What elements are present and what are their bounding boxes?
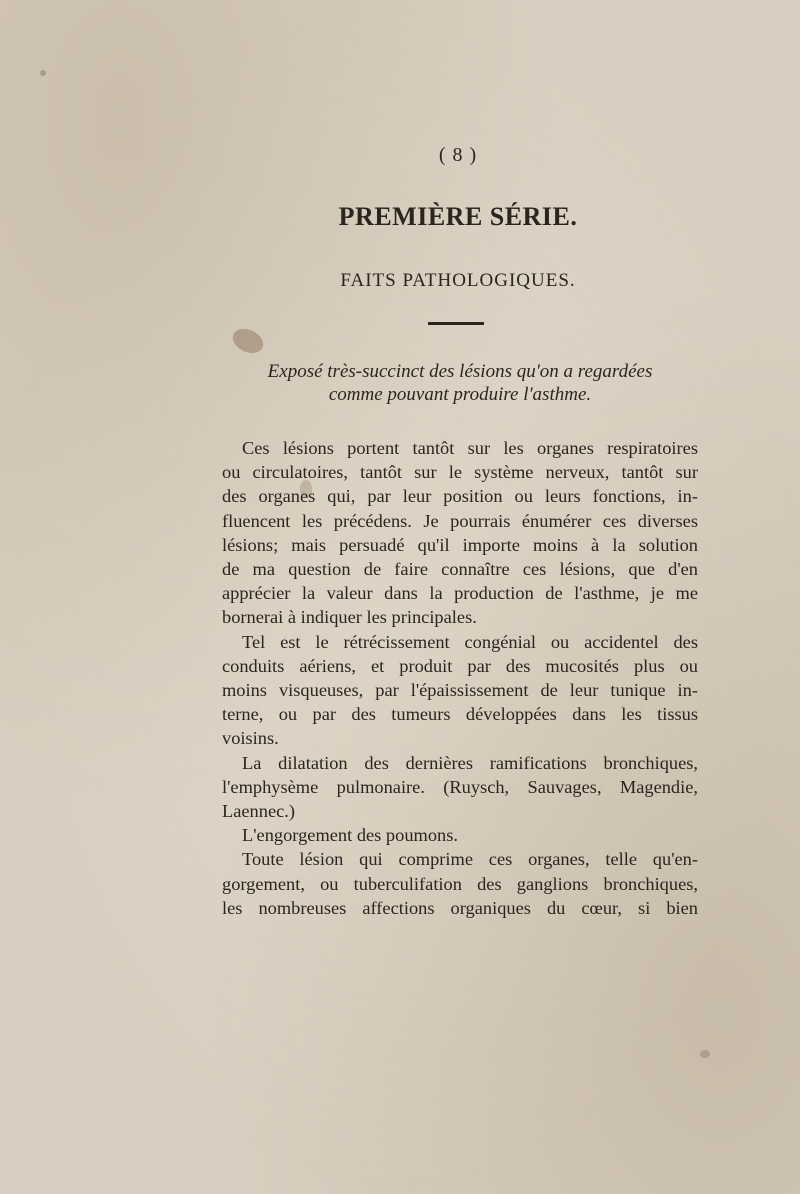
paper-spot [700,1050,710,1058]
page-number: ( 8 ) [438,144,478,166]
text-line: Toute lésion qui comprime ces organes, telle qu'en- [242,849,698,870]
text-line: apprécier la valeur dans la production de l'asthme, je me [222,583,698,604]
text-line: de ma question de faire connaître ces lésions, que d'en [222,559,698,580]
subtitle-line: Exposé très-succinct des lésions qu'on a regardées [267,361,653,382]
text-line: voisins. [222,728,279,749]
text-line: terne, ou par des tumeurs développées dans les tissus [222,704,698,725]
series-title: PREMIÈRE SÉRIE. [338,202,578,231]
text-line: ou circulatoires, tantôt sur le système nerveux, tantôt sur [222,462,698,483]
text-line: des organes qui, par leur position ou leurs fonctions, in- [222,486,698,507]
text-line: Ces lésions portent tantôt sur les organes respiratoires [242,438,698,458]
text-line: Laennec.) [222,801,295,822]
paper-spot [40,70,46,76]
text-line: fluencent les précédens. Je pourrais énumérer ces diverses [222,510,698,531]
ink-stain [229,324,267,357]
text-line: lésions; mais persuadé qu'il importe moins à la solution [222,534,698,555]
body-text [222,436,698,920]
text-line: l'emphysème pulmonaire. (Ruysch, Sauvages, Magendie, [222,776,698,797]
section-title: FAITS PATHOLOGIQUES. [340,270,576,291]
text-line: La dilatation des dernières ramifications bronchiques, [242,752,698,773]
text-line: Tel est le rétrécissement congénial ou accidentel des [242,631,698,652]
text-line: gorgement, ou tuberculifation des ganglions bronchiques, [222,873,698,894]
subtitle-line: comme pouvant produire l'asthme. [328,384,592,405]
text-line: les nombreuses affections organiques du cœur, si bien [222,897,698,918]
text-line: moins visqueuses, par l'épaississement de leur tunique in- [222,680,698,701]
text-line: bornerai à indiquer les principales. [222,607,477,628]
subtitle [222,360,698,406]
section-divider [428,322,484,325]
text-line: conduits aériens, et produit par des mucosités plus ou [222,655,698,676]
text-line: L'engorgement des poumons. [242,825,458,846]
